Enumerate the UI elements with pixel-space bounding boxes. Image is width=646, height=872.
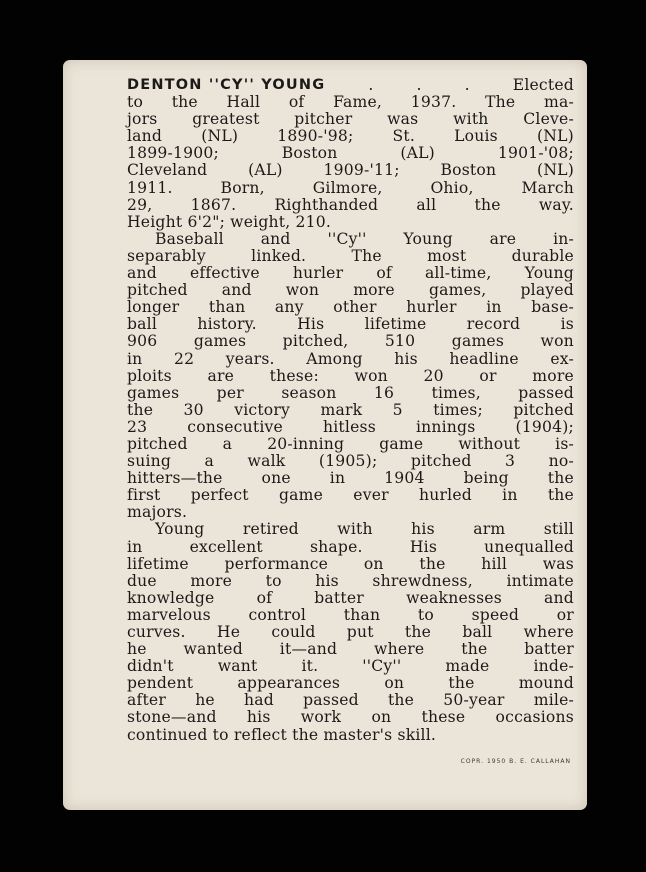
word: one (261, 469, 291, 488)
word: Young (524, 264, 574, 283)
word: the (448, 674, 475, 693)
word: (NL) (536, 127, 574, 146)
word: St. (392, 127, 416, 146)
word: inde- (533, 657, 574, 676)
word: all-time, (424, 264, 492, 283)
word: in (127, 537, 143, 556)
word: the (127, 400, 154, 419)
word: 23 (127, 417, 148, 436)
word: ma- (544, 93, 574, 112)
word: want (217, 657, 258, 676)
word: . (464, 76, 470, 94)
word: shape. (309, 537, 363, 556)
text-line (127, 145, 574, 162)
text-line (127, 299, 574, 316)
text-line (127, 624, 574, 641)
text-line (127, 709, 574, 726)
word: on (363, 554, 384, 573)
word: victory (234, 400, 291, 419)
word: games (193, 332, 247, 351)
text-line (127, 180, 574, 197)
text-line (127, 128, 574, 145)
word: weaknesses (406, 588, 502, 607)
text-line (127, 675, 574, 692)
word: than (208, 298, 246, 317)
word: Among (306, 349, 363, 368)
word: linked. (251, 246, 307, 265)
word: mark (320, 400, 363, 419)
word: the (387, 691, 415, 710)
word: record (466, 315, 521, 334)
text-line (127, 453, 574, 470)
word: 5 (392, 400, 403, 419)
word: with (337, 520, 373, 539)
word: 20 (423, 366, 444, 385)
word: the (292, 725, 324, 744)
word: appearances (237, 674, 341, 693)
word: the (404, 623, 432, 641)
word: perfect (190, 486, 249, 505)
word: of (256, 588, 273, 607)
word: the (419, 554, 446, 573)
text-line (127, 385, 574, 402)
word: per (216, 383, 244, 402)
word: ex- (550, 349, 574, 368)
word: a (204, 452, 215, 471)
word: speed (471, 605, 520, 624)
word: his (394, 349, 418, 368)
word: reflect (233, 725, 293, 744)
text-line (127, 214, 574, 231)
word: March (521, 178, 574, 197)
word: the (547, 486, 574, 505)
word: it—and (279, 640, 338, 659)
word: his (246, 708, 271, 727)
word: most (427, 246, 467, 265)
word: longer (127, 298, 180, 317)
word: it. (301, 657, 319, 676)
word: years. (225, 349, 275, 368)
word: Fame, (333, 93, 383, 112)
word: land (127, 127, 163, 146)
word: didn't (127, 657, 174, 676)
word: more (190, 571, 233, 590)
word: was (387, 110, 419, 129)
word: due (127, 571, 157, 590)
word: he (127, 640, 147, 659)
text-line (127, 573, 574, 590)
word: more (532, 366, 574, 385)
word: majors. (127, 503, 188, 522)
word: the (547, 469, 574, 488)
word: 20-inning (267, 434, 345, 453)
text-line (127, 419, 574, 436)
text-line (127, 590, 574, 607)
word: lifetime (364, 315, 427, 334)
word: knowledge (127, 588, 215, 607)
word: of (288, 93, 305, 112)
word: Elected (512, 76, 574, 94)
word: to (212, 725, 234, 744)
word: 1901-'08; (497, 144, 574, 163)
word: His (297, 315, 325, 334)
word: shrewdness, (372, 571, 473, 590)
word: durable (511, 246, 574, 265)
word: these (421, 708, 466, 727)
word: still (543, 520, 574, 539)
word: unequalled (484, 537, 574, 556)
word: Born, (220, 178, 265, 197)
word: are (207, 366, 235, 385)
text-line (127, 94, 574, 111)
word: ''Cy'' (362, 657, 402, 676)
word: (NL) (201, 127, 239, 146)
word: games (451, 332, 505, 351)
text-line (127, 470, 574, 487)
word: in (502, 486, 518, 505)
word: excellent (189, 537, 263, 556)
word: Ohio, (430, 178, 474, 197)
word: way. (538, 195, 574, 214)
word: Young (155, 520, 205, 539)
word: 22 (173, 349, 195, 368)
word: first (127, 486, 161, 505)
word: game (278, 486, 324, 505)
word: Cleveland (127, 161, 208, 180)
word: won (285, 281, 320, 300)
word: passed (518, 383, 574, 402)
word: master's (323, 725, 398, 744)
word: performance (224, 554, 329, 573)
word: to (265, 571, 282, 590)
word: hurled (419, 486, 472, 505)
word: 1867. (190, 195, 237, 214)
word: 1911. (127, 178, 173, 197)
word: pendent (127, 674, 194, 693)
word: 1899-1900; (127, 144, 219, 163)
word: on (384, 674, 405, 693)
text-line (127, 556, 574, 573)
word: pitched (127, 434, 188, 453)
word: in (127, 349, 143, 368)
word: had (244, 691, 274, 710)
word: a (222, 434, 233, 453)
word: times; (433, 400, 483, 419)
word: control (248, 605, 307, 624)
word: without (458, 434, 521, 453)
word: and (544, 588, 574, 607)
word: The (351, 246, 382, 265)
baseball-card-back (63, 60, 587, 810)
text-line (127, 333, 574, 350)
word: wanted (183, 640, 243, 659)
word: hurler (292, 264, 344, 283)
word: or (556, 605, 574, 624)
text-line (127, 436, 574, 453)
text-line (127, 641, 574, 658)
biography-text (127, 77, 574, 744)
word: no- (548, 452, 574, 471)
word: jors (127, 110, 158, 129)
word: lifetime (127, 554, 189, 573)
word: passed (303, 691, 359, 710)
word: (1905); (318, 452, 378, 471)
word: any (274, 298, 304, 317)
word: (AL) (248, 161, 283, 180)
word: history. (197, 315, 257, 334)
word: games, (428, 281, 487, 300)
word: batter (314, 588, 364, 607)
word: after (127, 691, 167, 710)
word: Boston (281, 144, 338, 163)
text-line (127, 351, 574, 368)
word: played (520, 281, 574, 300)
word: marvelous (127, 605, 211, 624)
text-line (127, 692, 574, 709)
word: 29, (127, 195, 153, 214)
word: and (260, 229, 291, 248)
word: batter (524, 640, 574, 659)
word: and (127, 264, 157, 283)
word: consecutive (187, 417, 283, 436)
word: greatest (192, 110, 260, 129)
word: pitched (513, 400, 574, 419)
word: arm (473, 520, 506, 539)
word: mound (518, 674, 574, 693)
word: mile- (533, 691, 574, 710)
player-name-heading: DENTON ''CY'' YOUNG (127, 77, 326, 93)
word: ever (353, 486, 389, 505)
text-line (127, 539, 574, 556)
word: curves. (127, 623, 186, 641)
word: hitters—the (127, 469, 223, 488)
text-line (127, 487, 574, 504)
word: (AL) (400, 144, 435, 163)
word: season (281, 383, 337, 402)
word: walk (247, 452, 286, 471)
text-line (127, 402, 574, 419)
word: was (542, 554, 574, 573)
text-line (127, 197, 574, 214)
word: separably (127, 246, 206, 265)
word: being (463, 469, 509, 488)
word: he (195, 691, 215, 710)
word: hitless (322, 417, 376, 436)
word: base- (531, 298, 574, 317)
word: won (354, 366, 388, 385)
word: the (461, 640, 488, 659)
text-line (127, 248, 574, 265)
word: with (453, 110, 489, 129)
word: ''Cy'' (327, 229, 367, 248)
word: innings (415, 417, 476, 436)
word: Young (403, 229, 453, 248)
word: Height 6'2"; weight, 210. (127, 212, 332, 231)
word: 30 (183, 400, 204, 419)
word: put (346, 623, 374, 641)
word: 1909-'11; (323, 161, 400, 180)
word: Hall (226, 93, 261, 112)
word: Cleve- (523, 110, 574, 129)
word: ploits (127, 366, 172, 385)
word: could (271, 623, 316, 641)
word: these: (269, 366, 319, 385)
word: 50-year (443, 691, 505, 710)
word: Boston (440, 161, 497, 180)
word: or (479, 366, 497, 385)
text-line (127, 727, 574, 744)
text-line (127, 162, 574, 179)
word: Baseball (155, 229, 224, 248)
word: is- (555, 434, 574, 453)
word: games (127, 383, 180, 402)
word: of (376, 264, 392, 283)
word: all (416, 195, 437, 214)
word: won (540, 332, 574, 351)
text-line (127, 111, 574, 128)
copyright-notice: COPR. 1950 B. E. CALLAHAN (460, 758, 571, 765)
text-line (127, 316, 574, 333)
word: . (368, 76, 374, 94)
word: the (171, 93, 198, 112)
text-line (127, 368, 574, 385)
word: ball (462, 623, 493, 641)
word: stone—and (127, 708, 217, 727)
text-line (127, 521, 574, 538)
text-line (127, 504, 574, 521)
word: pitched (410, 452, 472, 471)
word: other (333, 298, 377, 317)
word: Righthanded (274, 195, 379, 214)
word: 1904 (384, 469, 425, 488)
word: occasions (495, 708, 574, 727)
word: pitched, (282, 332, 349, 351)
word: game (379, 434, 424, 453)
word: intimate (506, 571, 574, 590)
word: His (409, 537, 438, 556)
word: pitcher (294, 110, 353, 129)
word: his (411, 520, 435, 539)
word: 1937. (410, 93, 457, 112)
word: where (523, 623, 574, 641)
word: ball (127, 315, 158, 334)
word: hill (481, 554, 508, 573)
word: suing (127, 452, 172, 471)
word: 16 (373, 383, 395, 402)
word: 510 (384, 332, 416, 351)
word: to (127, 93, 144, 112)
text-line (127, 231, 574, 248)
word: 3 (505, 452, 516, 471)
word: skill. (397, 725, 437, 744)
word: made (445, 657, 490, 676)
word: work (300, 708, 342, 727)
word: more (353, 281, 395, 300)
word: the (474, 195, 501, 214)
text-line (127, 607, 574, 624)
word: (NL) (537, 161, 574, 180)
word: . (416, 76, 422, 94)
word: in (486, 298, 502, 317)
word: pitched (127, 281, 188, 300)
word: Gilmore, (312, 178, 383, 197)
word: in (329, 469, 346, 488)
word: (1904); (515, 417, 574, 436)
text-line (127, 265, 574, 282)
word: effective (189, 264, 260, 283)
word: in- (553, 229, 574, 248)
word: The (485, 93, 516, 112)
word: on (371, 708, 392, 727)
text-line (127, 77, 574, 94)
word: are (489, 229, 517, 248)
word: times, (431, 383, 481, 402)
word: than (343, 605, 381, 624)
word: 1890-'98; (277, 127, 354, 146)
word: He (216, 623, 241, 641)
word: is (560, 315, 574, 334)
text-line (127, 658, 574, 675)
word: continued (127, 725, 213, 744)
word: and (221, 281, 252, 300)
word: retired (242, 520, 299, 539)
word: where (374, 640, 425, 659)
word: 906 (127, 332, 158, 351)
word: his (315, 571, 339, 590)
word: to (417, 605, 434, 624)
word: headline (449, 349, 519, 368)
text-line (127, 282, 574, 299)
word: hurler (406, 298, 457, 317)
word: Louis (454, 127, 498, 146)
